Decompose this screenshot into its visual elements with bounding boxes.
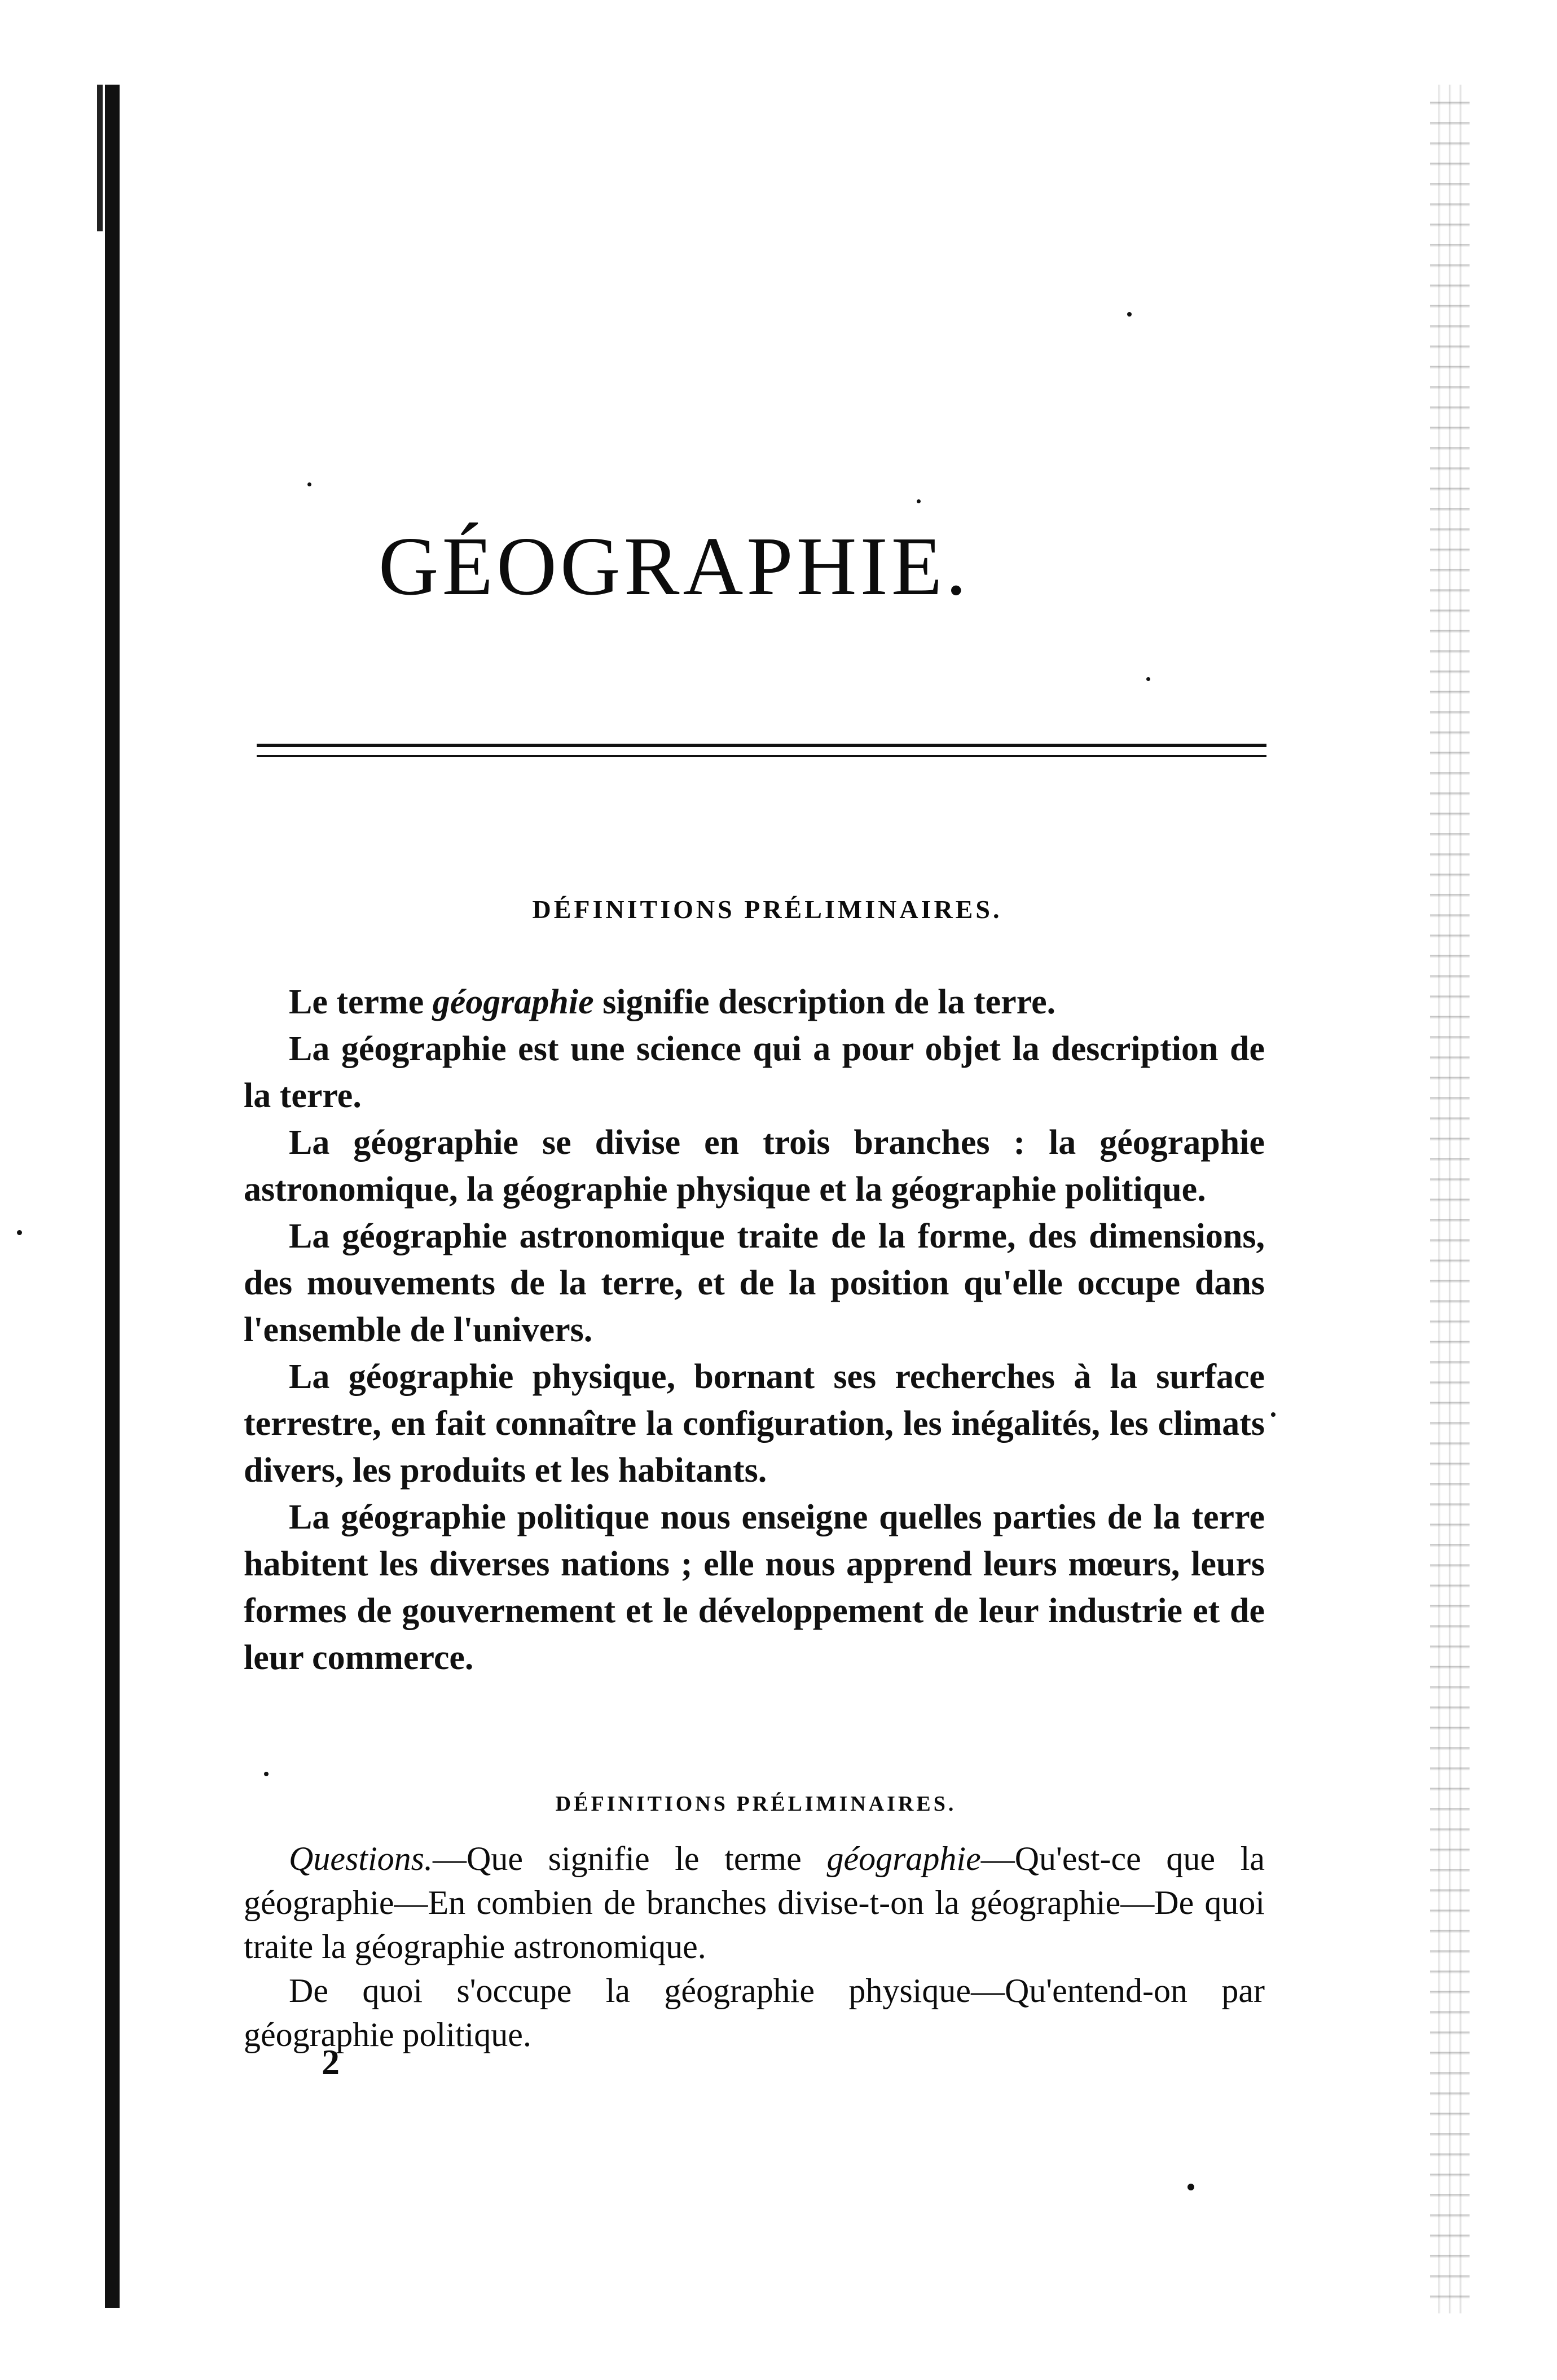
paragraph-text: Le terme [289,983,433,1021]
question-paragraph: De quoi s'occupe la géographie physique—Qu'entend-on par géographie politique. [244,1972,1265,2053]
title-rule-thin [257,755,1266,757]
definitions-text [244,979,1265,1681]
scan-speck [264,1772,269,1776]
scan-speck [1187,2184,1194,2190]
question-paragraph [244,1837,1265,1969]
section-heading: DÉFINITIONS PRÉLIMINAIRES. [532,895,1002,924]
scan-speck [17,1230,22,1235]
scan-speck [1146,677,1150,681]
question-text: —Que signifie le terme [433,1840,827,1877]
scan-speck [917,499,921,503]
emphasized-term: géographie [432,983,594,1021]
paragraph: La géographie politique nous enseigne quelles parties de la terre habitent les diverses nations ; elle nous apprend leurs mœurs, leurs formes de gouvernement et le développement de leur industrie et de leur commerce. [244,1498,1265,1677]
scan-speck [307,482,311,486]
page-number: 2 [322,2042,340,2082]
questions-label: Questions. [289,1840,433,1877]
question-text: —Qu'est-ce que la géographie—En combien de branches divise-t-on la géographie—De quoi traite la géographie astronomique. [244,1840,1265,1965]
paragraph: La géographie se divise en trois branches : la géographie astronomique, la géographie physique et la géographie politique. [244,1123,1265,1209]
scan-speck [1271,1412,1275,1417]
title-rule-thick [257,744,1266,747]
paragraph: La géographie astronomique traite de la forme, des dimensions, des mouvements de la terre, et de la position qu'elle occupe dans l'ensemble de l'univers. [244,1217,1265,1349]
questions-text [244,1837,1265,2057]
paragraph: La géographie est une science qui a pour objet la description de la terre. [244,1030,1265,1115]
scan-speck [1127,312,1132,317]
questions-heading: DÉFINITIONS PRÉLIMINAIRES. [555,1792,957,1816]
margin-scan-noise [1430,85,1470,2313]
binding-edge [105,85,120,2308]
paragraph-text: signifie description de la terre. [593,983,1056,1021]
emphasized-term: géographie [826,1840,981,1877]
page-title: GÉOGRAPHIE. [378,520,970,613]
paragraph: La géographie physique, bornant ses recherches à la surface terrestre, en fait connaître la configuration, les inégalités, les climats divers, les produits et les habitants. [244,1358,1265,1490]
paragraph [244,979,1265,1026]
